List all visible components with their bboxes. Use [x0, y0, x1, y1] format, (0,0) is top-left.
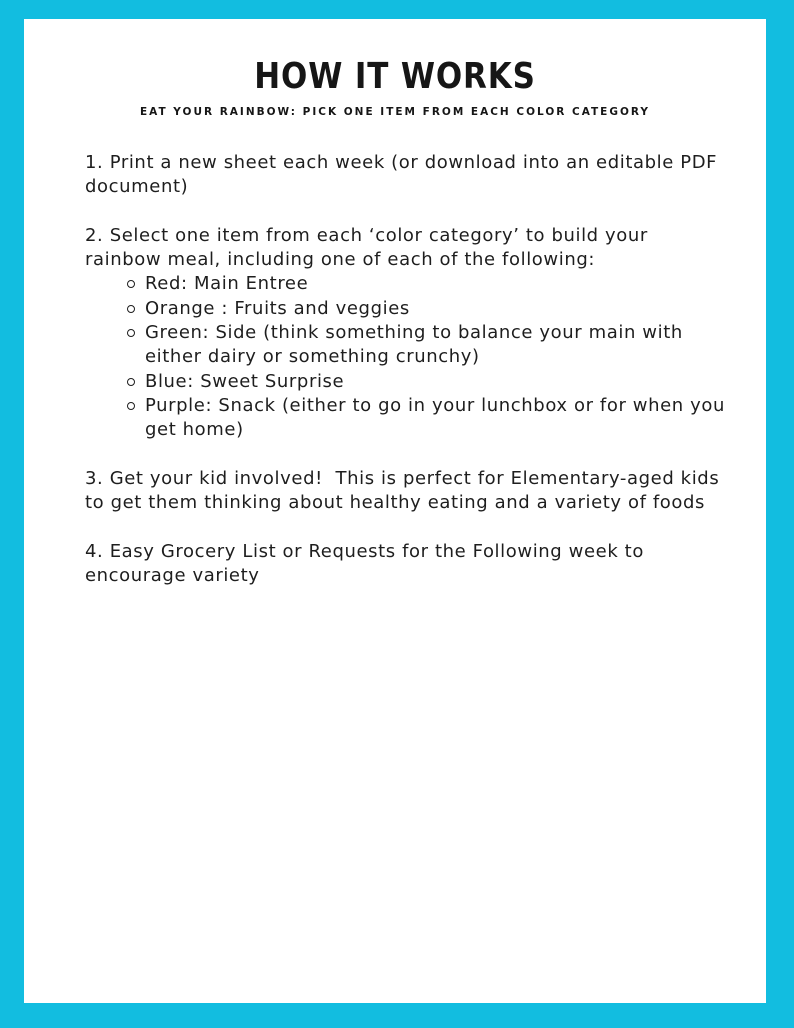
category-red: Red: Main Entree — [145, 272, 725, 296]
step-3-text: 3. Get your kid involved! This is perfect for Elementary-aged kids to get them thinking about healthy eating and a variety of foods — [85, 467, 726, 514]
page-subtitle: EAT YOUR RAINBOW: PICK ONE ITEM FROM EACH COLOR CATEGORY — [139, 106, 651, 118]
step-4 — [85, 540, 725, 589]
category-green: Green: Side (think something to balance your main with either dairy or something crunchy) — [145, 321, 725, 370]
category-purple: Purple: Snack (either to go in your lunchbox or for when you get home) — [145, 394, 725, 443]
step-4-text: 4. Easy Grocery List or Requests for the Following week to encourage variety — [85, 540, 644, 587]
step-1-text: 1. Print a new sheet each week (or download into an editable PDF document) — [85, 152, 718, 198]
step-2 — [85, 224, 725, 443]
page-title: HOW IT WORKS — [254, 56, 536, 97]
category-blue: Blue: Sweet Surprise — [145, 370, 725, 394]
category-orange: Orange : Fruits and veggies — [145, 297, 725, 321]
color-category-list — [85, 272, 725, 442]
document-page — [24, 19, 766, 1003]
step-2-text: 2. Select one item from each ‘color category’ to build your rainbow meal, including one of each of the following: — [85, 224, 648, 271]
step-1 — [85, 151, 725, 200]
instructions — [85, 151, 725, 613]
step-3 — [85, 467, 725, 516]
